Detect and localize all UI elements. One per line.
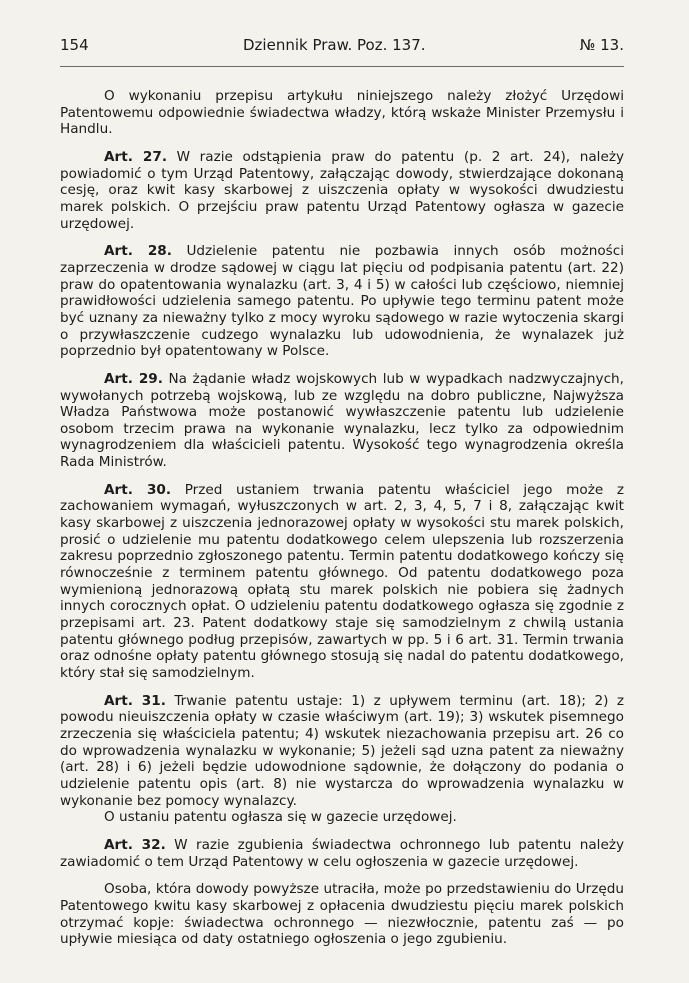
article-text: Przed ustaniem trwania patentu właściciel jego może z zachowaniem wymagań, wyłuszczonych w art. 2, 3, 4, 5, 7 i 8, załączając kwit kasy skarbowej z uiszczenia jednorazowej opłaty w wysokości stu marek polskich, prosić o udzielenie mu patentu dodatkowego celem ulepszenia lub rozszerzenia zakresu poprzednio zgłoszonego patentu. Termin patentu dodatkowego kończy się równocześnie z terminem patentu głównego. Od patentu dodatkowego poza wymienioną jednorazową opłatą stu marek polskich nie pobiera się żadnych innych corocznych opłat. O udzieleniu patentu dodatkowego ogłasza się zgodnie z przepisami art. 23. Patent dodatkowy staje się samodzielnym z chwilą ustania patentu głównego podług przepisów, zawartych w pp. 5 i 6 art. 31. Termin trwania oraz odnośne opłaty patentu głównego stosują się nadal do patentu dodatkowego, który stał się samodzielnym. bbox=[60, 481, 624, 681]
article-31-continuation bbox=[60, 809, 624, 826]
journal-title: Dziennik Praw. Poz. 137. bbox=[243, 36, 426, 54]
paragraph-final bbox=[60, 881, 624, 948]
document-body bbox=[60, 88, 624, 959]
header-rule bbox=[60, 66, 624, 67]
article-text: Udzielenie patentu nie pozbawia innych osób możności zaprzeczenia w drodze sądowej w ciągu lat pięciu od podpisania patentu (art. 22) praw do opatentowania wynalazku (art. 3, 4 i 5) w całości lub częściowo, niemniej prawidłowości udzielenia samego patentu. Po upływie tego terminu patent może być uznany za nieważny tylko z mocy wyroku sądowego w razie wytoczenia skargi o przywłaszczenie cudzego wynalazku lub udowodnienia, że wynalazek już poprzednio był opatentowany w Polsce. bbox=[60, 243, 625, 360]
article-text: W razie zgubienia świadectwa ochronnego lub patentu należy zawiadomić o tem Urząd Patentowy w celu ogłoszenia w gazecie urzędowej. bbox=[60, 836, 624, 870]
paragraph-text: O ustaniu patentu ogłasza się w gazecie urzędowej. bbox=[104, 809, 457, 826]
article-label: Art. 30. bbox=[104, 481, 172, 498]
article-30 bbox=[60, 482, 624, 682]
paragraph-text: Osoba, która dowody powyższe utraciła, może po przedstawieniu do Urzędu Patentowego kwitu kasy skarbowej z opłacenia dwudziestu pięciu marek polskich otrzymać kopje: świadectwa ochronnego — niezwłocznie, patentu zaś — po upływie miesiąca od daty ostatniego ogłoszenia o jego zgubieniu. bbox=[60, 881, 624, 948]
article-label: Art. 28. bbox=[104, 243, 172, 260]
page-number: 154 bbox=[60, 36, 89, 54]
paragraph-text: O wykonaniu przepisu artykułu niniejszego należy złożyć Urzędowi Patentowemu odpowiednie świadectwa władzy, którą wskaże Minister Przemysłu i Handlu. bbox=[60, 88, 624, 138]
paragraph-intro bbox=[60, 88, 624, 138]
article-label: Art. 32. bbox=[104, 836, 166, 853]
article-label: Art. 29. bbox=[104, 370, 163, 387]
article-31 bbox=[60, 693, 624, 810]
article-32 bbox=[60, 837, 624, 870]
issue-number: № 13. bbox=[579, 36, 624, 54]
article-label: Art. 27. bbox=[104, 148, 167, 165]
article-29 bbox=[60, 371, 624, 471]
article-text: W razie odstąpienia praw do patentu (p. 2 art. 24), należy powiadomić o tym Urząd Patentowy, załączając dowody, stwierdzające dokonaną cesję, oraz kwit kasy skarbowej z uiszczenia opłaty w wysokości dwudziestu marek polskich. O przejściu praw patentu Urząd Patentowy ogłasza w gazecie urzędowej. bbox=[60, 148, 624, 232]
article-text: Na żądanie władz wojskowych lub w wypadkach nadzwyczajnych, wywołanych potrzebą wojskową, lub ze względu na dobro publiczne, Najwyższa Władza Państwowa może postanowić wywłaszczenie patentu lub udzielenie osobom trzecim prawa na wykonanie wynalazku, lecz tylko za odpowiednim wynagrodzeniem dla właścicieli patentu. Wysokość tego wynagrodzenia określa Rada Ministrów. bbox=[60, 370, 624, 471]
article-text: Trwanie patentu ustaje: 1) z upływem terminu (art. 18); 2) z powodu nieuiszczenia opłaty w czasie właściwym (art. 19); 3) wskutek pisemnego zrzeczenia się właściciela patentu; 4) wskutek niezachowania przepisu art. 26 co do wprowadzenia wynalazku w wykonanie; 5) jeżeli sąd uzna patent za nieważny (art. 28) i 6) jeżeli będzie udowodnione sądownie, że dołączony do podania o udzielenie patentu opis (art. 8) nie wystarcza do wprowadzenia wynalazku w wykonanie bez pomocy wynalazcy. bbox=[60, 692, 625, 809]
article-label: Art. 31. bbox=[104, 692, 166, 709]
article-28 bbox=[60, 243, 624, 360]
article-27 bbox=[60, 149, 624, 232]
page-header bbox=[60, 36, 624, 58]
